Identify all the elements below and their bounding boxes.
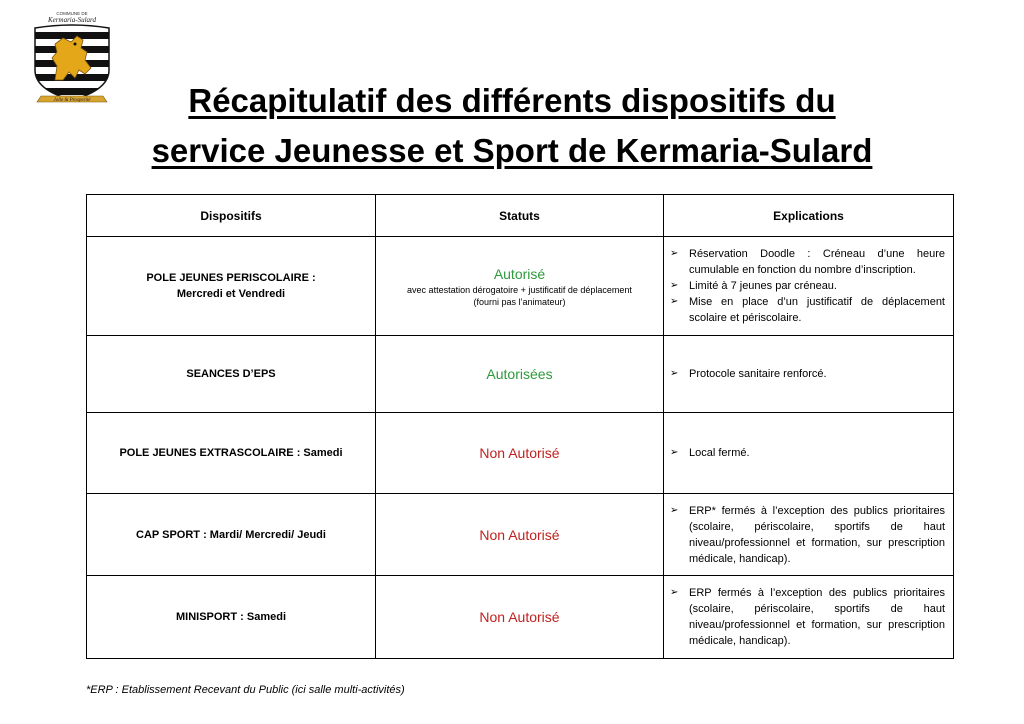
explications-list <box>664 242 953 330</box>
status-cell <box>376 237 664 336</box>
status-cell <box>376 413 664 494</box>
status-cell <box>376 336 664 413</box>
title-line-1: Récapitulatif des différents dispositifs du <box>188 82 836 119</box>
dispositif-cell <box>87 494 376 576</box>
dispositif-cell <box>87 576 376 659</box>
status-note: (fourni pas l’animateur) <box>473 297 566 307</box>
arrow-bullet-icon: ➢ <box>670 504 679 516</box>
explications-list <box>664 499 953 571</box>
explications-cell <box>664 336 954 413</box>
list-item: ➢ Protocole sanitaire renforcé. <box>670 368 827 380</box>
status-cell <box>376 494 664 576</box>
dispositif-days: Mercredi et Vendredi <box>176 288 286 300</box>
dispositif-name: POLE JEUNES EXTRASCOLAIRE : Samedi <box>119 447 343 459</box>
arrow-bullet-icon: ➢ <box>670 280 679 291</box>
explications-list <box>664 441 953 465</box>
status-badge: Non Autorisé <box>479 445 560 461</box>
list-item: ➢ Réservation Doodle : Créneau d’une heure cumulable en fonction du nombre d’inscription. <box>670 248 945 276</box>
status-badge: Autorisé <box>493 266 546 282</box>
dispositif-cell <box>87 336 376 413</box>
explications-list <box>664 362 953 386</box>
dispositif-name: MINISPORT : Samedi <box>175 611 287 623</box>
dispositif-name: CAP SPORT : Mardi/ Mercredi/ Jeudi <box>136 528 326 541</box>
dispositif-name: SEANCES D’EPS <box>186 368 276 380</box>
explications-list <box>664 581 953 653</box>
title-line-2: service Jeunesse et Sport de Kermaria-Sulard <box>151 132 873 169</box>
list-item: ➢ Local fermé. <box>670 447 750 459</box>
explications-cell <box>664 413 954 494</box>
header-statuts: Statuts <box>376 195 664 237</box>
list-item: ➢ ERP fermés à l’exception des publics prioritaires (scolaire, périscolaire, sportifs de haut niveau/professionnel et formation, sur prescription médicale, handicap). <box>670 587 945 647</box>
recap-table <box>86 194 954 659</box>
arrow-bullet-icon: ➢ <box>670 368 679 379</box>
table-row <box>87 413 954 494</box>
dispositif-cell <box>87 413 376 494</box>
table-row <box>87 576 954 659</box>
status-note: avec attestation dérogatoire + justificatif de déplacement <box>407 285 632 295</box>
table-row <box>87 494 954 576</box>
list-item: ➢ ERP* fermés à l’exception des publics prioritaires (scolaire, périscolaire, sportifs de haut niveau/professionnel et formation, sur prescription médicale, handicap). <box>670 504 945 565</box>
svg-text:Kermaria-Sulard: Kermaria-Sulard <box>48 16 96 24</box>
explications-cell <box>664 576 954 659</box>
table-header-row <box>87 195 954 237</box>
explications-cell <box>664 237 954 336</box>
arrow-bullet-icon: ➢ <box>670 447 679 458</box>
table-row <box>87 336 954 413</box>
dispositif-cell <box>87 237 376 336</box>
status-cell <box>376 576 664 659</box>
status-badge: Non Autorisé <box>479 609 560 625</box>
table-row <box>87 237 954 336</box>
page-title <box>90 76 934 176</box>
arrow-bullet-icon: ➢ <box>670 248 679 259</box>
svg-text:COMMUNE DE: COMMUNE DE <box>56 11 88 16</box>
arrow-bullet-icon: ➢ <box>670 587 679 598</box>
header-explications: Explications <box>664 195 954 237</box>
header-dispositifs: Dispositifs <box>87 195 376 237</box>
dispositif-name: POLE JEUNES PERISCOLAIRE : <box>146 272 316 284</box>
arrow-bullet-icon: ➢ <box>670 296 679 307</box>
svg-text:Jolie & Prosperité: Jolie & Prosperité <box>53 98 91 103</box>
explications-cell <box>664 494 954 576</box>
list-item: ➢ Mise en place d’un justificatif de déplacement scolaire et périscolaire. <box>670 296 945 324</box>
footnote: *ERP : Etablissement Recevant du Public (ici salle multi-activités) <box>86 684 405 696</box>
list-item: ➢ Limité à 7 jeunes par créneau. <box>670 280 837 292</box>
status-badge: Non Autorisé <box>479 526 560 543</box>
status-badge: Autorisées <box>486 366 553 382</box>
